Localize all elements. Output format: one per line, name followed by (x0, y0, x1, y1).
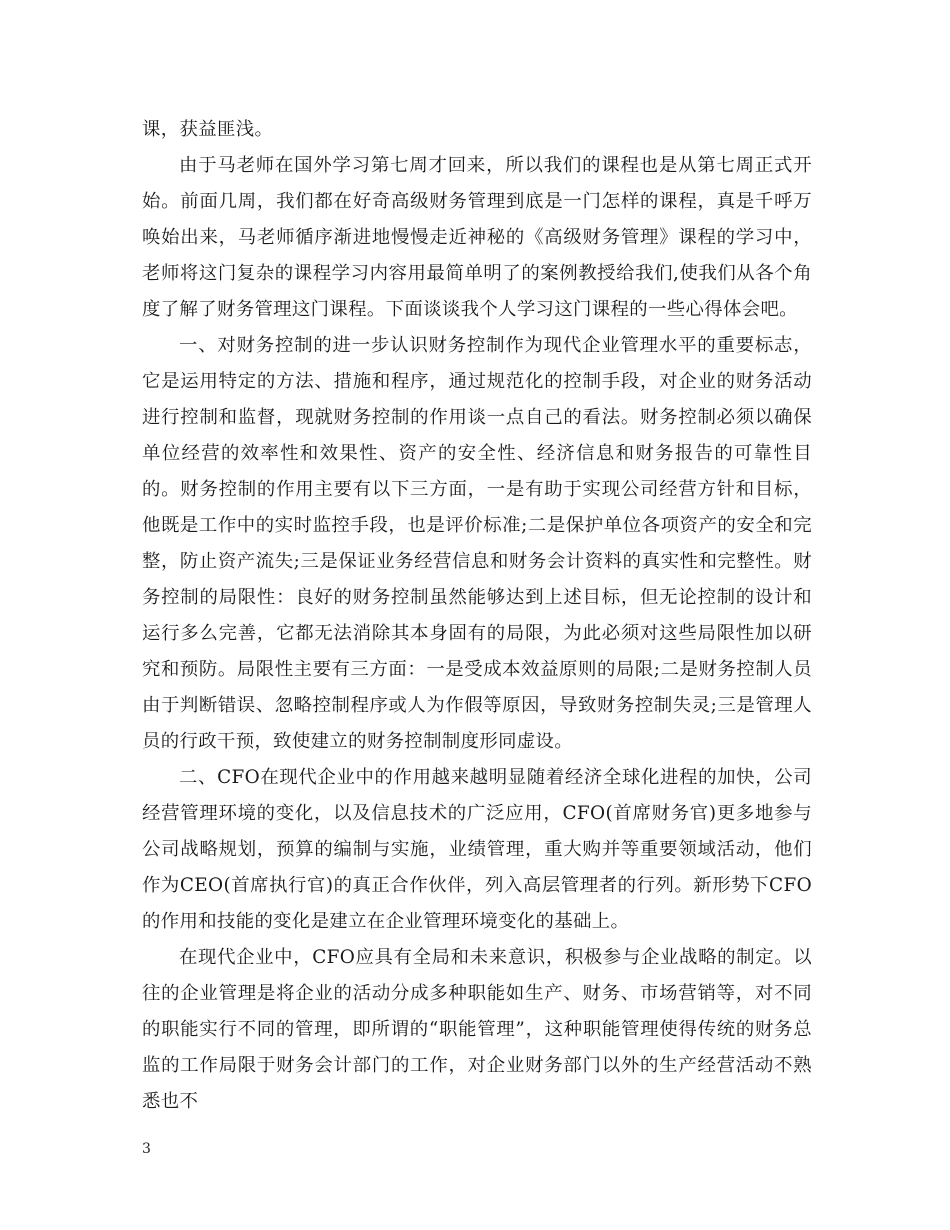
paragraph-continuation: 课，获益匪浅。 (142, 119, 274, 140)
paragraph-financial-control: 一、对财务控制的进一步认识财务控制作为现代企业管理水平的重要标志，它是运用特定的方法、措施和程序，通过规范化的控制手段，对企业的财务活动进行控制和监督，现就财务控制的作用谈一点自己的看法。财务控制必须以确保单位经营的效率性和效果性、资产的安全性、经济信息和财务报告的可靠性目的。财务控制的作用主要有以下三方面，一是有助于实现公司经营方针和目标，他既是工作中的实时监控手段，也是评价标准;二是保护单位各项资产的安全和完整，防止资产流失;三是保证业务经营信息和财务会计资料的真实性和完整性。财务控制的局限性：良好的财务控制虽然能够达到上述目标，但无论控制的设计和运行多么完善，它都无法消除其本身固有的局限，为此必须对这些局限性加以研究和预防。局限性主要有三方面：一是受成本效益原则的局限;二是财务控制人员由于判断错误、忽略控制程序或人为作假等原因，导致财务控制失灵;三是管理人员的行政干预，致使建立的财务控制制度形同虚设。 (142, 335, 812, 752)
paragraph-intro: 由于马老师在国外学习第七周才回来，所以我们的课程也是从第七周正式开始。前面几周，我们都在好奇高级财务管理到底是一门怎样的课程，真是千呼万唤始出来，马老师循序渐进地慢慢走近神秘的《高级财务管理》课程的学习中，老师将这门复杂的课程学习内容用最简单明了的案例教授给我们,使我们从各个角度了解了财务管理这门课程。下面谈谈我个人学习这门课程的一些心得体会吧。 (142, 155, 812, 320)
paragraph-cfo-role: 二、CFO在现代企业中的作用越来越明显随着经济全球化进程的加快，公司经营管理环境的变化，以及信息技术的广泛应用，CFO(首席财务官)更多地参与公司战略规划，预算的编制与实施，业绩管理，重大购并等重要领域活动，他们作为CEO(首席执行官)的真正合作伙伴，列入高层管理者的行列。新形势下CFO的作用和技能的变化是建立在企业管理环境变化的基础上。 (142, 767, 812, 932)
page-number: 3 (142, 1141, 151, 1157)
paragraph-modern-enterprise: 在现代企业中，CFO应具有全局和未来意识，积极参与企业战略的制定。以往的企业管理是将企业的活动分成多种职能如生产、财务、市场营销等，对不同的职能实行不同的管理，即所谓的“职能管理”，这种职能管理使得传统的财务总监的工作局限于财务会计部门的工作，对企业财务部门以外的生产经营活动不熟悉也不 (142, 947, 812, 1112)
body-text (142, 112, 812, 1120)
